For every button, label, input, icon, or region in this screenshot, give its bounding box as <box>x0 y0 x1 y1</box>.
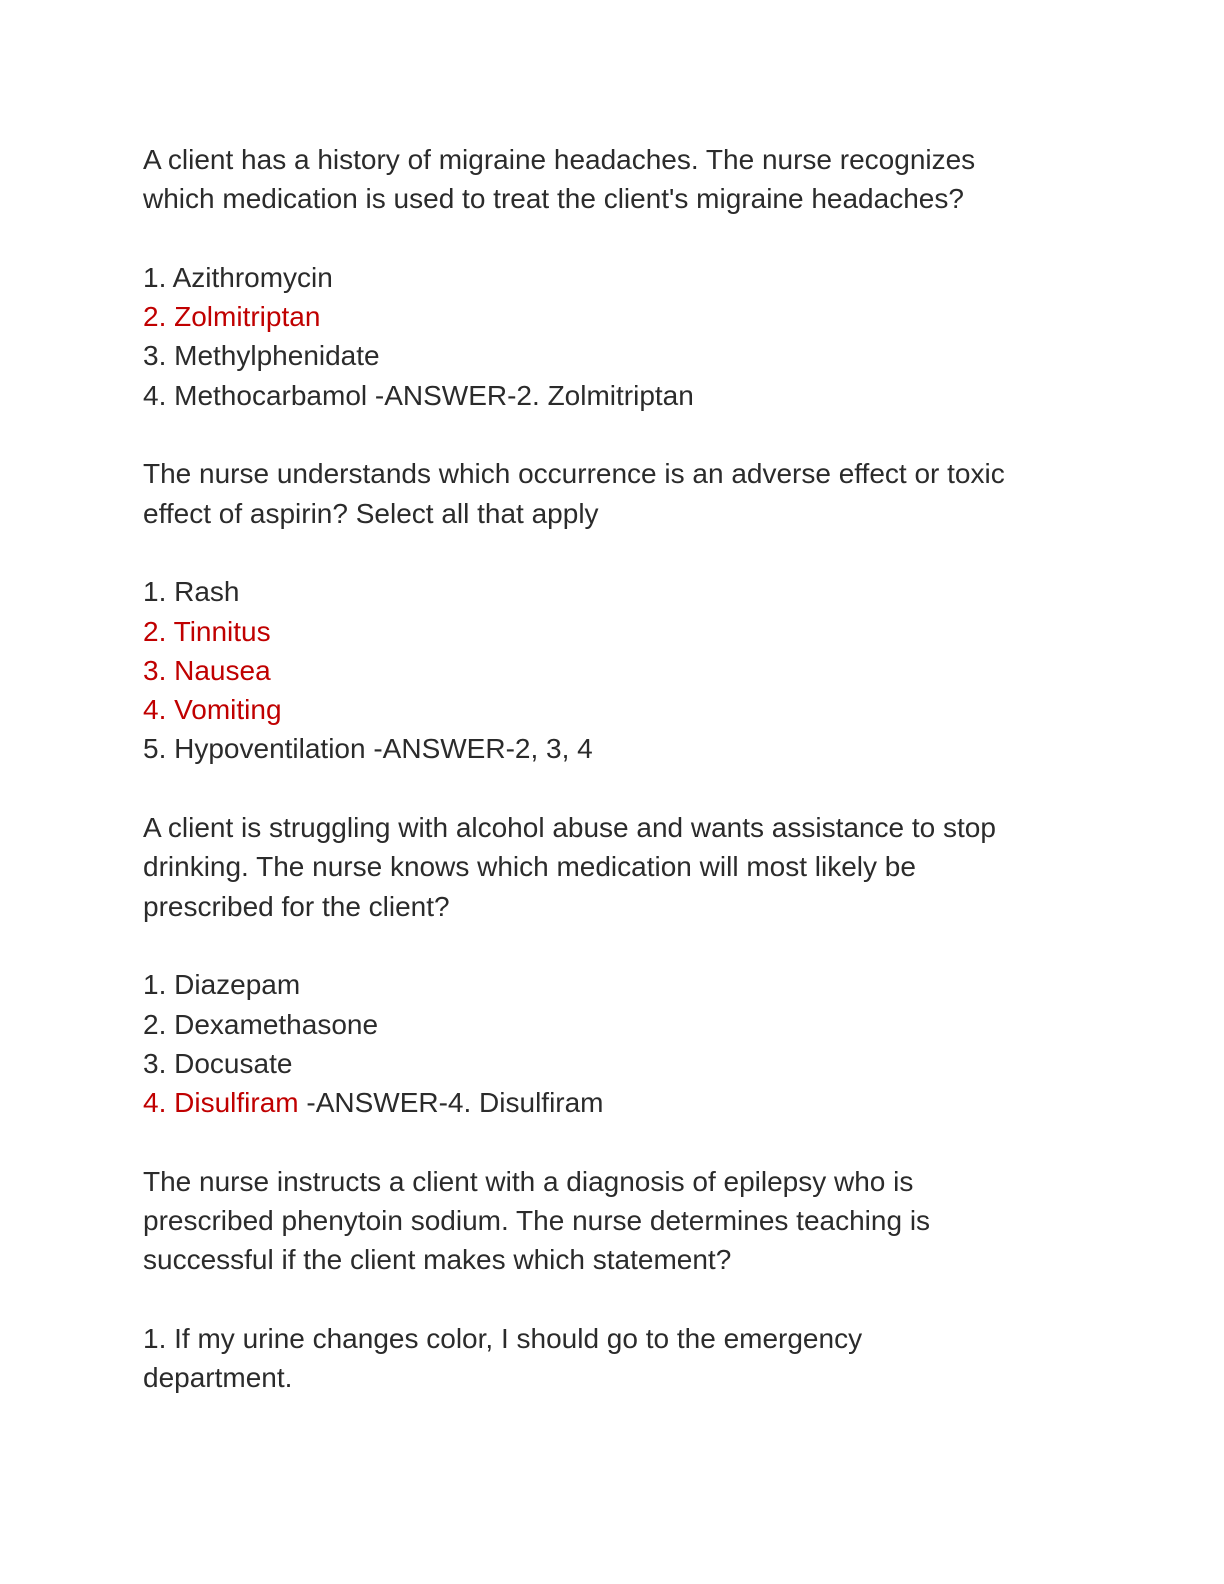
correct-option-text: 4. Disulfiram <box>143 1087 299 1119</box>
question-1-option-4 <box>143 376 1103 415</box>
option-text: 3. Methylphenidate <box>143 340 380 372</box>
question-3 <box>143 808 1103 1162</box>
document-body <box>143 140 1103 1398</box>
question-1-option-3 <box>143 336 1103 375</box>
correct-option-text: 4. Vomiting <box>143 694 282 726</box>
question-2-stem-line-2: effect of aspirin? Select all that apply <box>143 497 599 529</box>
option-text: 1. Diazepam <box>143 969 301 1001</box>
question-2 <box>143 454 1103 808</box>
question-2-option-3 <box>143 651 1103 690</box>
question-2-option-5 <box>143 729 1103 768</box>
question-4-stem-line-3: successful if the client makes which statement? <box>143 1244 732 1276</box>
question-4-stem-line-1: The nurse instructs a client with a diagnosis of epilepsy who is <box>143 1165 914 1197</box>
option-text: department. <box>143 1362 293 1394</box>
question-1-stem-line-1: A client has a history of migraine headaches. The nurse recognizes <box>143 144 976 175</box>
question-4-stem-line-2: prescribed phenytoin sodium. The nurse determines teaching is <box>143 1205 931 1237</box>
answer-key: -ANSWER-4. Disulfiram <box>298 1087 604 1119</box>
question-2-stem-line-1: The nurse understands which occurrence is an adverse effect or toxic <box>143 458 1005 490</box>
option-text: 5. Hypoventilation <box>143 733 366 765</box>
question-1-option-2 <box>143 297 1103 336</box>
correct-option-text: 2. Tinnitus <box>143 615 271 647</box>
paragraph-gap <box>143 1280 1103 1319</box>
question-3-stem-line-1: A client is struggling with alcohol abuse and wants assistance to stop <box>143 812 996 844</box>
question-4-option-1-continued <box>143 1358 1103 1397</box>
option-text: 1. Azithromycin <box>143 261 333 293</box>
option-text: 2. Dexamethasone <box>143 1008 379 1040</box>
paragraph-gap <box>143 926 1103 965</box>
question-4-option-1 <box>143 1319 1103 1358</box>
answer-key: -ANSWER-2, 3, 4 <box>365 733 593 765</box>
option-text: 3. Docusate <box>143 1047 293 1079</box>
question-3-stem-line-2: drinking. The nurse knows which medication will most likely be <box>143 851 916 883</box>
answer-key: -ANSWER-2. Zolmitriptan <box>367 379 694 411</box>
question-3-option-1 <box>143 965 1103 1004</box>
paragraph-gap <box>143 533 1103 572</box>
option-text: 1. If my urine changes color, I should go to the emergency <box>143 1322 863 1354</box>
question-3-option-2 <box>143 1005 1103 1044</box>
question-1-option-1 <box>143 258 1103 297</box>
question-2-option-4 <box>143 690 1103 729</box>
correct-option-text: 3. Nausea <box>143 654 271 686</box>
paragraph-gap <box>143 219 1103 258</box>
paragraph-gap <box>143 769 1103 808</box>
option-text: 1. Rash <box>143 576 240 608</box>
question-2-option-2 <box>143 612 1103 651</box>
question-1-stem-line-2: which medication is used to treat the client's migraine headaches? <box>143 183 964 215</box>
option-text: 4. Methocarbamol <box>143 379 368 411</box>
question-3-option-3 <box>143 1044 1103 1083</box>
paragraph-gap <box>143 415 1103 454</box>
question-1 <box>143 140 1103 454</box>
paragraph-gap <box>143 1122 1103 1161</box>
question-2-option-1 <box>143 572 1103 611</box>
question-3-option-4 <box>143 1083 1103 1122</box>
correct-option-text: 2. Zolmitriptan <box>143 301 321 333</box>
question-3-stem-line-3: prescribed for the client? <box>143 890 450 922</box>
question-4 <box>143 1162 1103 1398</box>
